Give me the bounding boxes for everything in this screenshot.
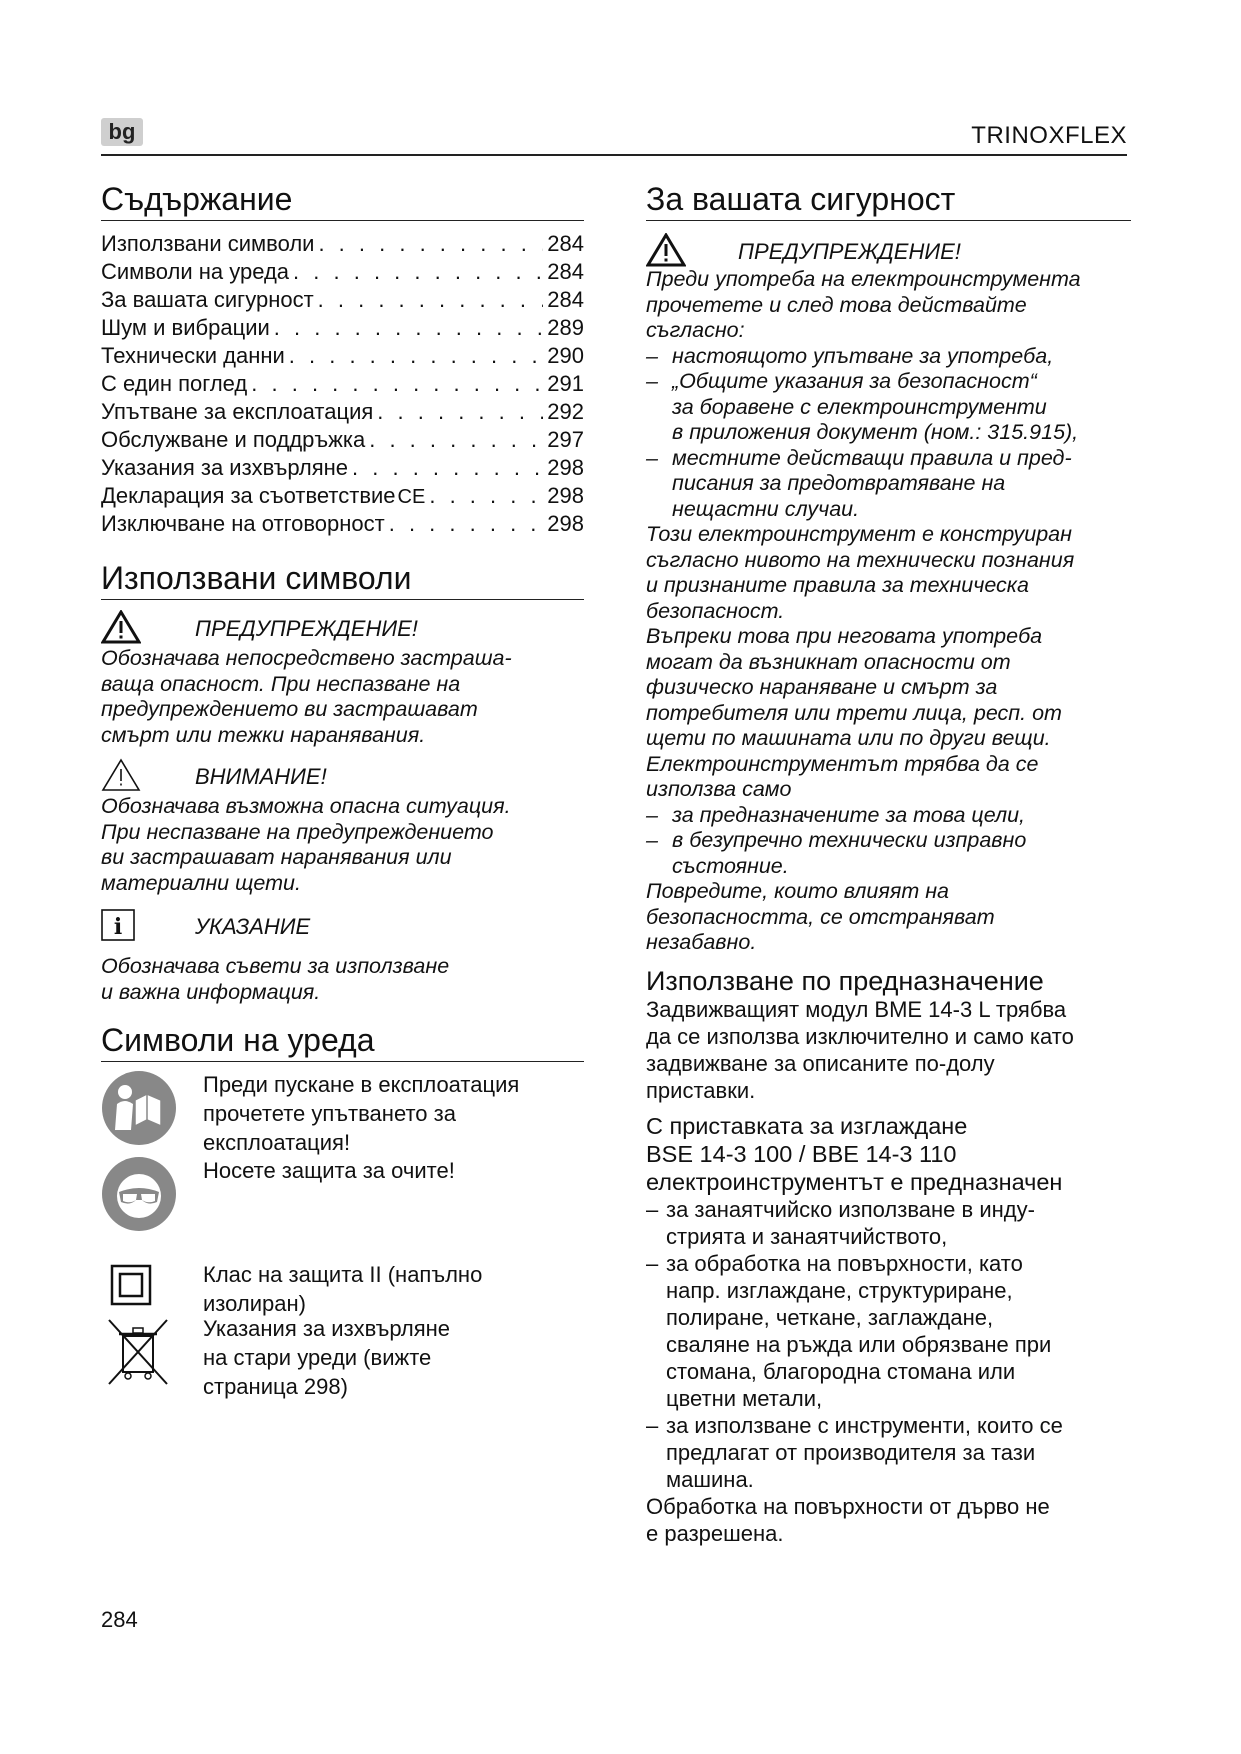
text-line: и признаните правила за техническа <box>646 573 1029 597</box>
text-line: незабавно. <box>646 930 757 954</box>
brand-name: TRINOXFLEX <box>971 122 1127 149</box>
toc-entry[interactable] <box>101 371 584 399</box>
toc-leader <box>251 371 543 397</box>
text-line: материални щети. <box>101 870 301 895</box>
intended-use-title: Използване по предназначение <box>646 965 1044 996</box>
toc-entry[interactable] <box>101 455 584 483</box>
caution-label: ВНИМАНИЕ! <box>195 764 327 789</box>
text-line: състояние. <box>672 853 789 878</box>
toc-leader <box>429 483 543 509</box>
text-line: безопасност. <box>646 598 785 623</box>
protection-class-ii-icon <box>101 1246 203 1311</box>
toc-entry[interactable] <box>101 483 584 511</box>
toc-leader <box>289 343 544 369</box>
bullet-item <box>646 803 1131 829</box>
toc-entry-title: Шум и вибрации <box>101 315 270 340</box>
intended-use-paragraph <box>646 996 1131 1104</box>
text-line: в безупречно технически изправно <box>672 828 1027 852</box>
toc-page-number: 290 <box>547 343 584 368</box>
note-description <box>101 954 584 1005</box>
intended-use-list <box>646 1196 1131 1493</box>
bullet-item <box>646 1412 1131 1493</box>
text-line: Преди употреба на електроинструмента <box>646 267 1081 291</box>
note-heading <box>101 910 584 944</box>
text-line: Въпреки това при неговата употреба <box>646 624 1043 648</box>
bullet-text <box>672 344 1053 370</box>
symbols-title: Използвани символи <box>101 559 584 600</box>
text-line: експлоатация! <box>203 1130 351 1155</box>
text-line: Електроинструментът трябва да се <box>646 751 1039 776</box>
toc-page-number: 284 <box>547 259 584 284</box>
text-line: Повредите, които влияят на <box>646 879 949 903</box>
text-line: електроинструментът е предназначен <box>646 1168 1063 1195</box>
bullet-item <box>646 1196 1131 1250</box>
text-line: ви застрашават наранявания или <box>101 845 452 869</box>
text-line: на стари уреди (вижте <box>203 1345 432 1370</box>
warning-heading <box>101 612 584 646</box>
text-line: настоящото упътване за употреба, <box>672 343 1054 368</box>
caution-triangle-icon <box>101 758 153 797</box>
toc-entry-title: С един поглед <box>101 371 248 396</box>
toc-page-number: 284 <box>547 231 584 256</box>
text-line: Този електроинструмент е конструиран <box>646 522 1072 546</box>
text-line: за предназначените за това цели, <box>672 802 1026 827</box>
toc-entry[interactable] <box>101 287 584 315</box>
toc-page-number: 291 <box>547 371 584 396</box>
left-column <box>101 180 584 1404</box>
ce-mark: CE <box>397 486 426 508</box>
device-symbol-row <box>101 1314 584 1404</box>
caution-heading <box>101 760 584 794</box>
text-line: задвижване за описаните по-долу <box>646 1050 995 1076</box>
bullet-text <box>666 1250 1051 1412</box>
toc-entry-title: Указания за изхвърляне <box>101 455 349 480</box>
text-line: При неспазване на предупреждението <box>101 819 494 844</box>
device-symbol-text <box>203 1314 450 1401</box>
text-line: и важна информация. <box>101 979 321 1004</box>
toc-page-number: 298 <box>547 511 584 536</box>
text-line: за занаятчийско използване в инду- <box>666 1196 1035 1222</box>
bullet-item <box>646 369 1131 446</box>
text-line: стомана, благородна стомана или <box>666 1358 1016 1384</box>
device-symbol-row <box>101 1070 584 1155</box>
text-line: физическо нараняване и смърт за <box>646 675 998 699</box>
toc-entry[interactable] <box>101 315 584 343</box>
toc-leader <box>293 259 543 285</box>
text-line: Носете защита за очите! <box>203 1158 455 1183</box>
safety-warning-label: ПРЕДУПРЕЖДЕНИЕ! <box>738 239 961 264</box>
toc-page-number: 298 <box>547 455 584 480</box>
toc-entry[interactable] <box>101 511 584 539</box>
text-line: „Общите указания за безопасност“ <box>672 369 1037 393</box>
text-line: Клас на защита II (напълно <box>203 1262 483 1287</box>
toc-entry[interactable] <box>101 343 584 371</box>
text-line: сваляне на ръжда или обрязване при <box>666 1331 1052 1357</box>
text-line: безопасността, се отстраняват <box>646 904 995 929</box>
text-line: прочетете и след това действайте <box>646 292 1027 317</box>
bullet-text <box>672 369 1078 446</box>
text-line: използва само <box>646 777 792 801</box>
svg-text:i: i <box>113 913 123 940</box>
bullet-dash: – <box>646 1412 659 1438</box>
toc-leader <box>274 315 544 341</box>
bullet-text <box>672 803 1025 829</box>
eye-protection-icon <box>101 1156 203 1237</box>
toc-entry[interactable] <box>101 231 584 259</box>
toc-leader <box>352 455 543 481</box>
bullet-dash: – <box>646 828 658 852</box>
text-line: предупреждението ви застрашават <box>101 697 478 721</box>
device-symbols-title: Символи на уреда <box>101 1021 584 1062</box>
toc-entry-title: Технически данни <box>101 343 285 368</box>
text-line: ваща опасност. При неспазване на <box>101 671 461 696</box>
toc-entry-title: Използвани символи <box>101 231 315 256</box>
toc-leader <box>318 231 543 257</box>
text-line: местните действащи правила и пред- <box>672 445 1072 470</box>
bullet-text <box>672 446 1072 523</box>
text-line: за използване с инструменти, които се <box>666 1412 1063 1438</box>
text-line: С приставката за изглаждане <box>646 1112 968 1139</box>
text-line: машина. <box>666 1466 754 1492</box>
warning-triangle-icon <box>101 610 153 649</box>
toc-entry-title: Изключване на отговорност <box>101 511 385 536</box>
right-column <box>646 180 1131 1547</box>
toc-leader <box>318 287 544 313</box>
device-symbol-row <box>101 1246 584 1316</box>
toc-entry-title: За вашата сигурност <box>101 287 314 312</box>
safety-warning-heading <box>646 237 1131 267</box>
toc-entry-title: Обслужване и поддръжка <box>101 427 366 452</box>
toc-entry-title: Декларация за съответствие <box>101 483 396 508</box>
toc-page-number: 298 <box>547 483 584 508</box>
toc-title: Съдържание <box>101 180 584 221</box>
device-symbols-list <box>101 1070 584 1404</box>
bullet-dash: – <box>646 1250 659 1276</box>
text-line: приставки. <box>646 1077 756 1103</box>
text-line: в приложения документ (ном.: 315.915), <box>672 420 1079 444</box>
text-line: за боравене с електроинструменти <box>672 394 1047 419</box>
toc-entry[interactable] <box>101 399 584 427</box>
toc-entry[interactable] <box>101 259 584 287</box>
language-badge: bg <box>101 118 143 146</box>
bullet-dash: – <box>646 1196 659 1222</box>
text-line: за обработка на повърхности, като <box>666 1250 1023 1276</box>
text-line: BSE 14-3 100 / BBE 14-3 110 <box>646 1140 957 1167</box>
disposal-bin-icon <box>101 1314 203 1395</box>
info-icon <box>101 909 153 946</box>
bullet-dash: – <box>646 445 658 470</box>
bullet-text <box>672 828 1026 879</box>
text-line: полиране, четкане, заглаждане, <box>666 1304 994 1330</box>
bullet-dash: – <box>646 343 658 368</box>
text-line: писания за предотвратяване на <box>672 471 1006 495</box>
text-line: Обозначава съвети за използване <box>101 954 450 978</box>
caution-description <box>101 794 584 896</box>
toc-leader <box>377 399 543 425</box>
toc-page-number: 284 <box>547 287 584 312</box>
warning-triangle-icon <box>646 233 698 272</box>
text-line: е разрешена. <box>646 1520 784 1546</box>
text-line: да се използва изключително и само като <box>646 1023 1074 1049</box>
text-line: страница 298) <box>203 1374 348 1399</box>
text-line: изолиран) <box>203 1291 306 1316</box>
bullet-item <box>646 344 1131 370</box>
safety-text <box>646 267 1131 956</box>
toc-leader <box>389 511 544 537</box>
text-line: нещастни случаи. <box>672 496 860 521</box>
text-line: стрията и занаятчийството, <box>666 1223 948 1249</box>
text-line: смърт или тежки наранявания. <box>101 722 426 747</box>
text-line: предлагат от производителя за тази <box>666 1439 1036 1465</box>
toc-page-number: 297 <box>547 427 584 452</box>
warning-label: ПРЕДУПРЕЖДЕНИЕ! <box>195 616 418 641</box>
toc-page-number: 289 <box>547 315 584 340</box>
text-line: съгласно: <box>646 318 745 342</box>
device-symbol-text <box>203 1156 455 1185</box>
device-symbol-text <box>203 1070 519 1157</box>
bullet-item <box>646 828 1131 879</box>
warning-description <box>101 646 584 748</box>
text-line: прочетете упътването за <box>203 1101 456 1126</box>
note-label: УКАЗАНИЕ <box>195 914 311 939</box>
text-line: Обозначава непосредствено застраша- <box>101 646 512 670</box>
text-line: потребителя или трети лица, респ. от <box>646 700 1062 725</box>
text-line: Указания за изхвърляне <box>203 1316 451 1341</box>
table-of-contents <box>101 231 584 539</box>
intended-use-subtitle <box>646 1112 1131 1196</box>
toc-entry[interactable] <box>101 427 584 455</box>
text-line: цветни метали, <box>666 1385 823 1411</box>
bullet-text <box>666 1196 1035 1250</box>
text-line: Обозначава възможна опасна ситуация. <box>101 794 511 818</box>
text-line: напр. изглаждане, структуриране, <box>666 1277 1013 1303</box>
read-manual-icon <box>101 1070 203 1151</box>
bullet-dash: – <box>646 369 658 393</box>
page-number: 284 <box>101 1607 138 1632</box>
bullet-text <box>666 1412 1063 1493</box>
device-symbol-text <box>203 1246 482 1318</box>
toc-entry-title: Упътване за експлоатация <box>101 399 374 424</box>
intended-use-closing <box>646 1493 1131 1547</box>
bullet-item <box>646 1250 1131 1412</box>
header-rule <box>101 154 1127 156</box>
toc-leader <box>369 427 543 453</box>
bullet-item <box>646 446 1131 523</box>
toc-entry-title: Символи на уреда <box>101 259 290 284</box>
text-line: щети по машината или по други вещи. <box>646 726 1051 750</box>
toc-page-number: 292 <box>547 399 584 424</box>
bullet-dash: – <box>646 802 658 827</box>
text-line: Преди пускане в експлоатация <box>203 1072 520 1097</box>
safety-title: За вашата сигурност <box>646 180 1131 221</box>
text-line: Обработка на повърхности от дърво не <box>646 1493 1050 1519</box>
text-line: могат да възникнат опасности от <box>646 649 1011 674</box>
device-symbol-row <box>101 1156 584 1236</box>
text-line: Задвижващият модул BME 14-3 L трябва <box>646 996 1067 1022</box>
text-line: съгласно нивото на технически познания <box>646 547 1075 572</box>
